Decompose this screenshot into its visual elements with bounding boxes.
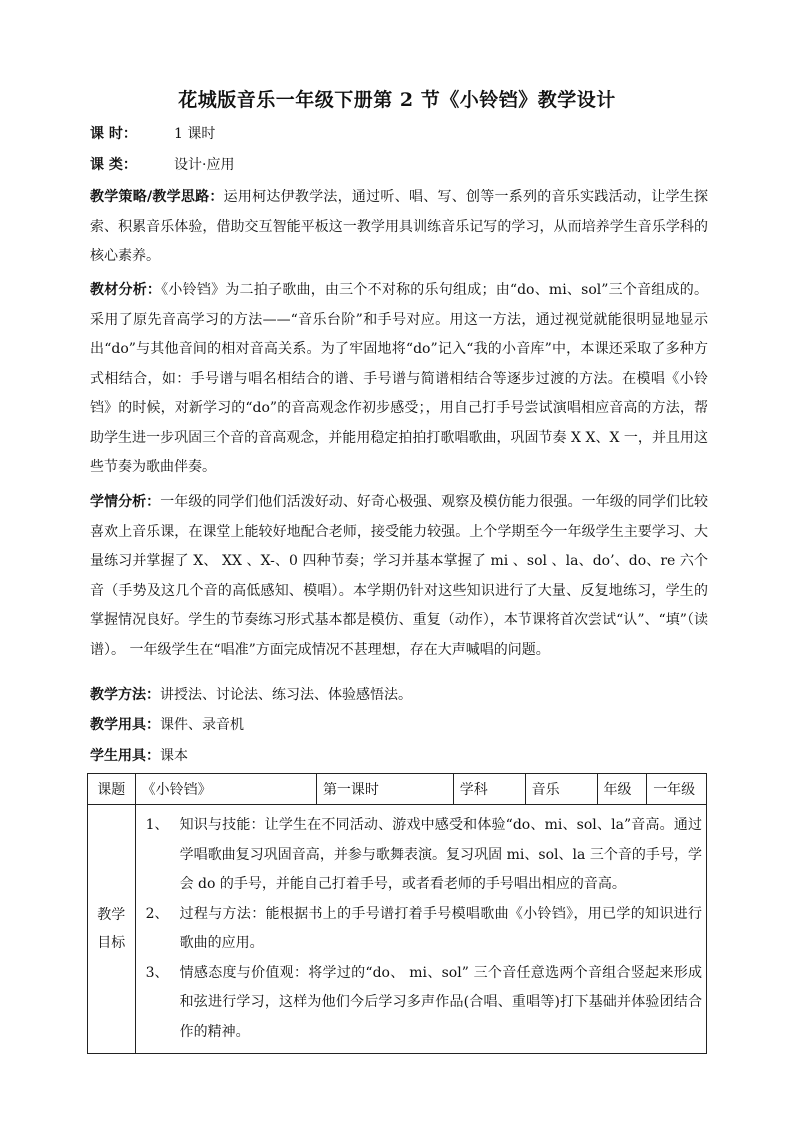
goal-text: 情感态度与价值观：将学过的“do、 mi、sol” 三个音任意选两个音组合竖起来形成和弦进行学习，这样为他们今后学习多声作品(合唱、重唱等)打下基础并体验团结合作的精神。 xyxy=(179,964,702,1040)
section-textbook-analysis xyxy=(90,276,708,483)
goal-label-cell xyxy=(88,805,136,1054)
goal-number: 1、 xyxy=(145,817,169,833)
table-cell: 音乐 xyxy=(525,774,597,805)
section-key: 教学方法： xyxy=(90,687,160,703)
goal-number: 3、 xyxy=(145,964,169,981)
section-key: 教学用具： xyxy=(90,717,160,733)
section-text: 课本 xyxy=(160,748,188,764)
table-cell: 第一课时 xyxy=(316,774,453,805)
table-header-row xyxy=(88,774,707,805)
document-title: 花城版音乐一年级下册第 2 节《小铃铛》教学设计 xyxy=(178,89,616,111)
goal-item xyxy=(142,959,702,1048)
section-teaching-methods xyxy=(90,681,708,711)
goal-label-line: 教学 xyxy=(97,907,126,923)
section-teaching-tools xyxy=(90,711,708,741)
section-teaching-strategy xyxy=(90,183,708,272)
meta-value: 设计·应用 xyxy=(174,157,235,173)
lesson-table xyxy=(87,773,707,1054)
table-cell: 年级 xyxy=(597,774,647,805)
goal-text: 过程与方法：能根据书上的手号谱打着手号模唱歌曲《小铃铛》，用已学的知识进行歌曲的应用。 xyxy=(179,905,702,951)
meta-class-type xyxy=(90,155,234,175)
section-text: 运用柯达伊教学法，通过听、唱、写、创等一系列的音乐实践活动，让学生探索、积累音乐体验，借助交互智能平板这一教学用具训练音乐记写的学习，从而培养学生音乐学科的核心素养。 xyxy=(90,189,709,264)
section-text: 讲授法、讨论法、练习法、体验感悟法。 xyxy=(160,687,412,703)
section-key: 教学策略/教学思路： xyxy=(90,189,224,205)
meta-class-hours xyxy=(90,124,215,144)
section-text: 《小铃铛》为二拍子歌曲，由三个不对称的乐句组成；由“do、mi、sol”三个音组成的。采用了原先音高学习的方法——“音乐台阶”和手号对应。用这一方法，通过视觉就能很明显地显示出“do”与其他音间的相对音高关系。为了牢固地将“do”记入“我的小音库”中，本课还采取了多种方式相结合，如：手号谱与唱名相结合的谱、手号谱与简谱相结合等逐步过渡的方法。在模唱《小铃铛》的时候，对新学习的“do”的音高观念作初步感受；，用自己打手号尝试演唱相应音高的方法，帮助学生进一步巩固三个音的音高观念，并能用稳定拍拍打歌唱歌曲，巩固节奏 X X、X 一，并且用这些节奏为歌曲伴奏。 xyxy=(90,282,709,475)
section-student-analysis xyxy=(90,488,708,665)
goal-content-cell xyxy=(135,805,706,1054)
table-cell: 《小铃铛》 xyxy=(135,774,316,805)
table-cell: 学科 xyxy=(453,774,525,805)
section-key: 学生用具： xyxy=(90,748,160,764)
goal-item xyxy=(142,811,702,900)
goal-item xyxy=(142,900,702,959)
section-text: 一年级的同学们他们活泼好动、好奇心极强、观察及模仿能力很强。一年级的同学们比较喜欢上音乐课，在课堂上能较好地配合老师，接受能力较强。上个学期至今一年级学生主要学习、大量练习并掌握了 X、 XX 、X-、0 四种节奏；学习并基本掌握了 mi 、sol 、la、do’、do、re 六个音（手势及这几个音的高低感知、模唱）。本学期仍针对这些知识进行了大量、反复地练习，学生的掌握情况良好。学生的节奏练习形式基本都是模仿、重复（动作），本节课将首次尝试“认”、“填”（读谱）。 一年级学生在“唱准”方面完成情况不甚理想，存在大声喊唱的问题。 xyxy=(90,494,708,658)
goal-label-line: 目标 xyxy=(97,935,126,951)
meta-key: 课 类： xyxy=(90,157,137,173)
section-key: 教材分析： xyxy=(90,282,162,298)
section-student-tools xyxy=(90,742,708,772)
goal-text: 知识与技能：让学生在不同活动、游戏中感受和体验“do、mi、sol、la”音高。通过学唱歌曲复习巩固音高，并参与歌舞表演。复习巩固 mi、sol、la 三个音的手号，学会 do 的手号，并能自己打着手号，或者看老师的手号唱出相应的音高。 xyxy=(179,817,702,892)
section-text: 课件、录音机 xyxy=(160,717,244,733)
meta-value: 1 课时 xyxy=(174,126,216,142)
meta-key: 课 时： xyxy=(90,126,137,142)
table-cell: 一年级 xyxy=(647,774,707,805)
goal-number: 2、 xyxy=(145,905,169,922)
table-cell: 课题 xyxy=(88,774,136,805)
table-goals-row xyxy=(88,805,707,1054)
section-key: 学情分析： xyxy=(90,494,161,510)
